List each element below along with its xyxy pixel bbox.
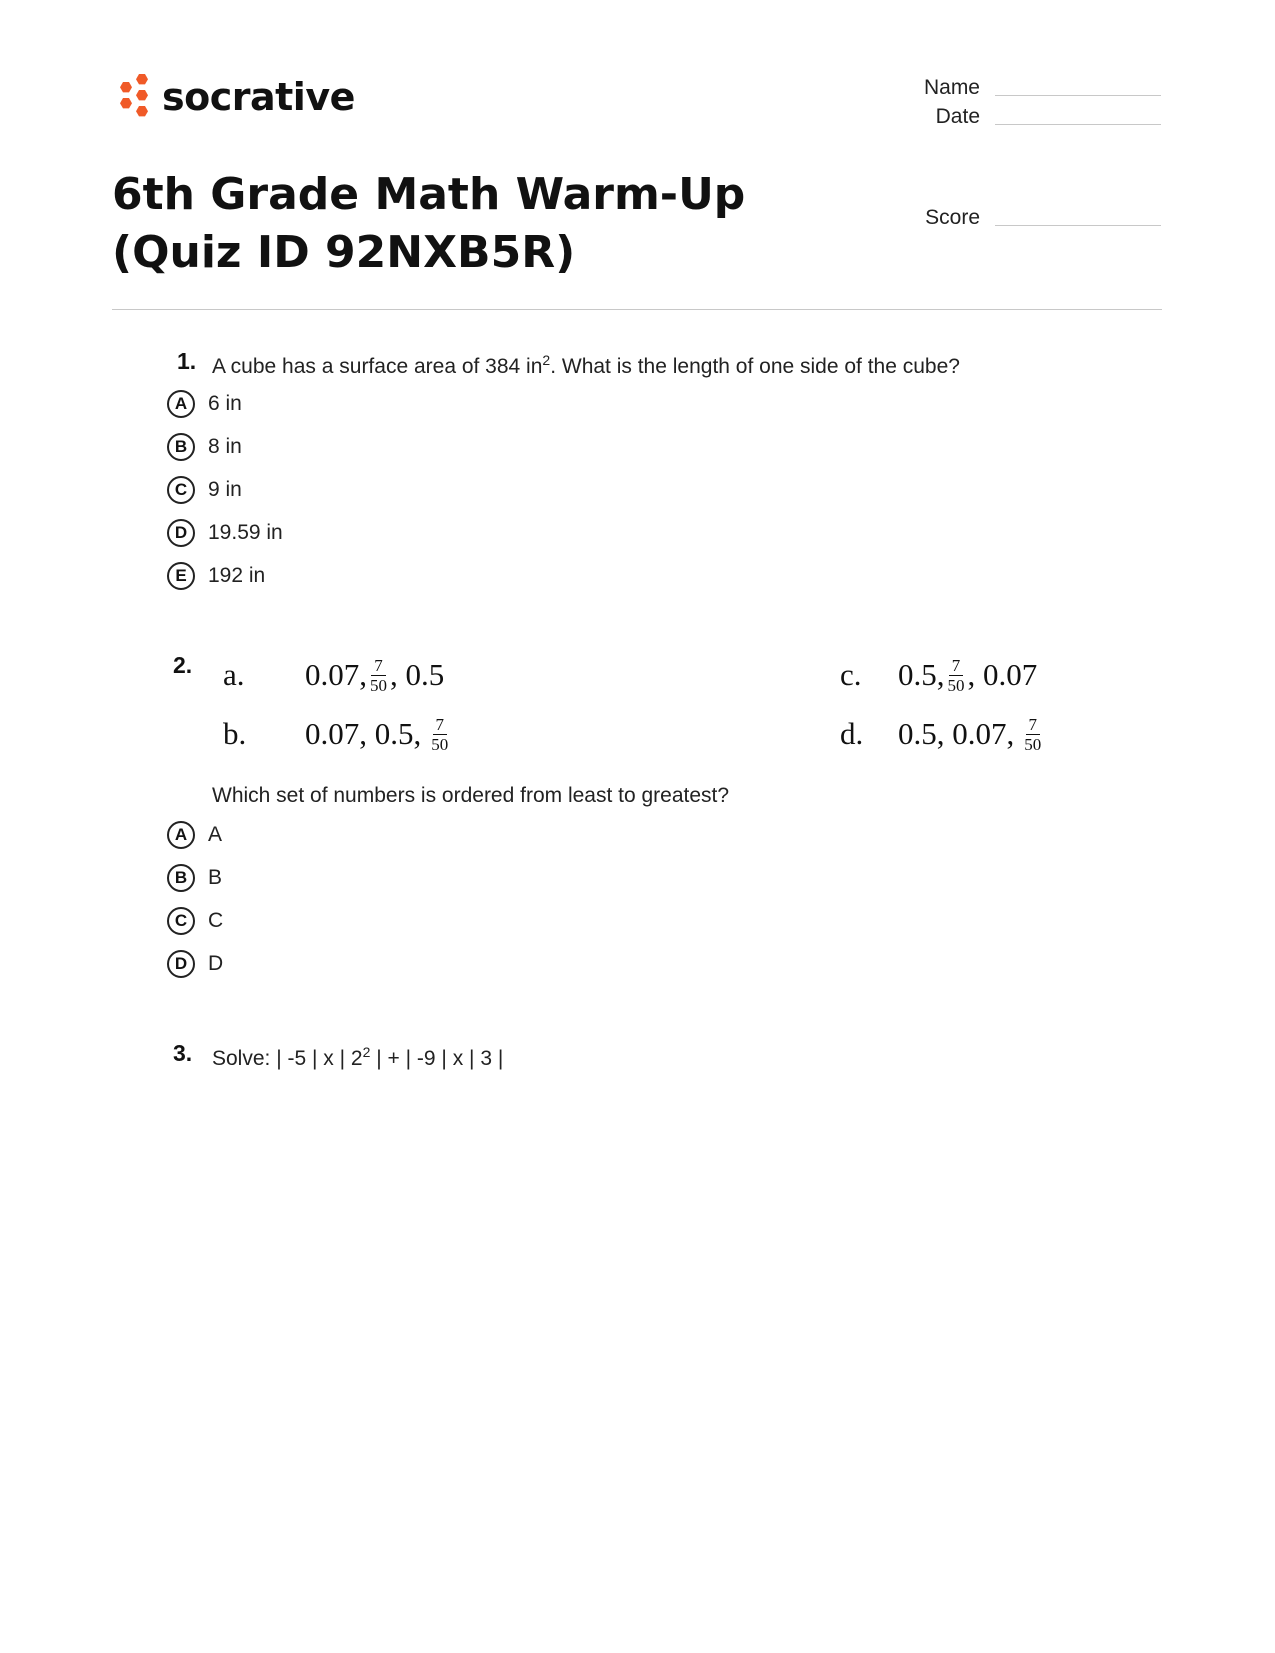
choice-text: 9 in	[208, 478, 242, 501]
option-separator: ,	[967, 657, 976, 692]
name-line[interactable]	[995, 94, 1161, 96]
question-3-text-start: Solve: | -5 | x | 2	[212, 1047, 363, 1070]
fraction-denominator: 50	[370, 675, 387, 695]
fraction-numerator: 7	[1026, 716, 1041, 735]
score-field	[850, 206, 1161, 230]
date-line[interactable]	[995, 123, 1161, 125]
option-label: d.	[840, 716, 864, 751]
question-2-text: Which set of numbers is ordered from least to greatest?	[212, 784, 730, 807]
answer-bubble-icon[interactable]: D	[167, 950, 195, 978]
fraction-denominator: 50	[1024, 734, 1042, 754]
answer-bubble-icon[interactable]: E	[167, 562, 195, 590]
choice-text: C	[208, 909, 224, 932]
choice-text: 192 in	[208, 564, 266, 587]
q2-option-c	[840, 650, 1037, 700]
question-3-text	[212, 1044, 503, 1071]
option-value: 0.5	[405, 657, 445, 692]
page-title: 6th Grade Math Warm-Up (Quiz ID 92NXB5R)	[112, 169, 746, 278]
q2-choice-a[interactable]	[167, 818, 222, 852]
answer-bubble-icon[interactable]: A	[167, 821, 195, 849]
choice-text: B	[208, 866, 223, 889]
fraction-denominator: 50	[947, 675, 965, 695]
option-value: 0.07,	[305, 657, 367, 692]
q1-choice-c[interactable]	[167, 473, 242, 507]
option-label: b.	[223, 716, 247, 751]
answer-bubble-icon[interactable]: D	[167, 519, 195, 547]
answer-bubble-icon[interactable]: B	[167, 433, 195, 461]
question-1-exponent: 2	[542, 352, 551, 368]
choice-text: A	[208, 823, 223, 846]
fraction	[948, 657, 965, 694]
question-1-text-end: . What is the length of one side of the cube?	[550, 355, 960, 378]
option-separator: ,	[390, 657, 398, 692]
choice-text: D	[208, 952, 224, 975]
fraction	[431, 716, 448, 753]
name-field	[850, 76, 1161, 100]
q1-choice-d[interactable]	[167, 516, 283, 550]
question-1-text-start: A cube has a surface area of 384 in	[212, 355, 543, 378]
question-3-exponent: 2	[362, 1044, 371, 1060]
question-3-text-end: | + | -9 | x | 3 |	[370, 1047, 504, 1070]
score-label: Score	[925, 206, 980, 229]
q1-choice-a[interactable]	[167, 387, 242, 421]
q2-option-d	[840, 709, 1044, 759]
answer-bubble-icon[interactable]: C	[167, 907, 195, 935]
socrative-logo	[112, 72, 355, 122]
fraction	[1024, 716, 1041, 753]
q2-choice-c[interactable]	[167, 904, 223, 938]
fraction-numerator: 7	[949, 657, 964, 676]
q1-choice-e[interactable]	[167, 559, 265, 593]
name-label: Name	[923, 76, 980, 99]
choice-text: 6 in	[208, 392, 242, 415]
header-divider	[112, 309, 1162, 310]
choice-text: 19.59 in	[208, 521, 283, 544]
q2-choice-d[interactable]	[167, 947, 223, 981]
option-value: 0.5,	[898, 657, 945, 692]
option-value: 0.07	[983, 657, 1038, 692]
hexagon-cluster-icon	[112, 72, 152, 122]
answer-bubble-icon[interactable]: A	[167, 390, 195, 418]
q2-choice-b[interactable]	[167, 861, 222, 895]
date-label: Date	[935, 105, 980, 128]
question-1-number: 1.	[177, 348, 197, 374]
logo-wordmark: socrative	[162, 75, 355, 119]
score-line[interactable]	[995, 224, 1161, 226]
choice-text: 8 in	[208, 435, 242, 458]
q1-choice-b[interactable]	[167, 430, 242, 464]
fraction-numerator: 7	[433, 716, 448, 735]
option-label: a.	[223, 657, 245, 692]
answer-bubble-icon[interactable]: C	[167, 476, 195, 504]
question-3-number: 3.	[173, 1040, 193, 1066]
fraction	[370, 657, 387, 694]
option-value: 0.07, 0.5,	[305, 716, 422, 751]
answer-bubble-icon[interactable]: B	[167, 864, 195, 892]
fraction-numerator: 7	[371, 657, 386, 676]
option-value: 0.5, 0.07,	[898, 716, 1015, 751]
q2-option-b	[223, 709, 451, 759]
date-field	[850, 105, 1161, 129]
q2-option-a	[223, 650, 444, 700]
question-1-text	[212, 352, 960, 379]
fraction-denominator: 50	[431, 734, 449, 754]
option-label: c.	[840, 657, 862, 692]
question-2-number: 2.	[173, 652, 193, 678]
